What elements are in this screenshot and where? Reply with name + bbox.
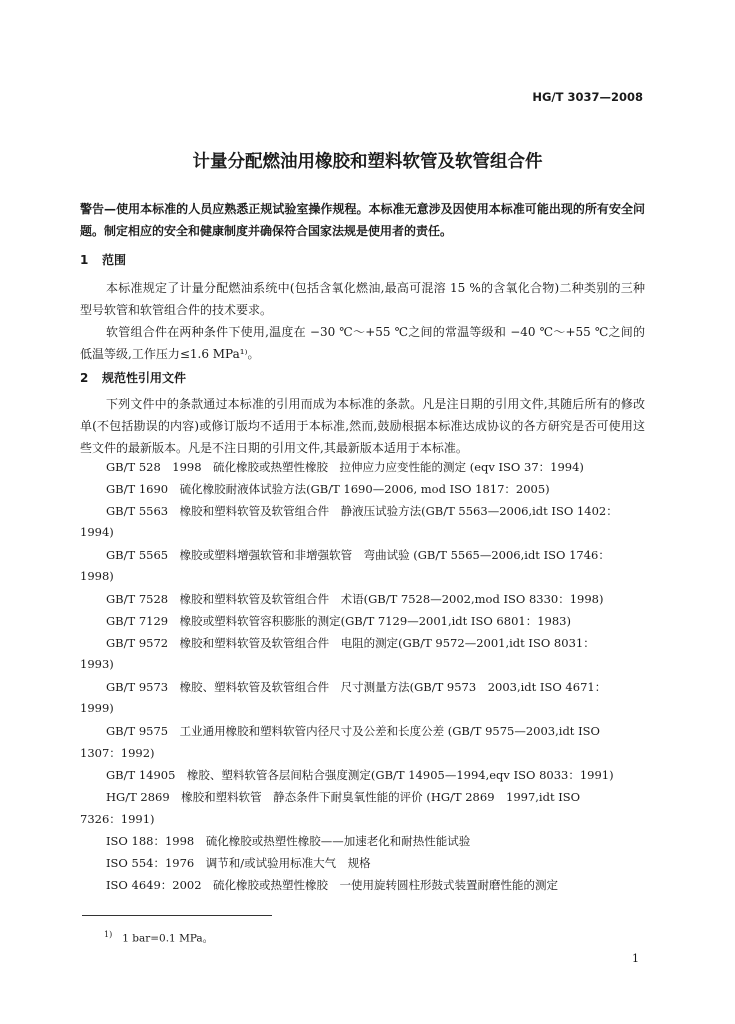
- reference-item: GB/T 5565 橡胶或塑料增强软管和非增强软管 弯曲试验 (GB/T 5565—2006,idt ISO 1746：: [106, 548, 610, 562]
- reference-item: GB/T 7129 橡胶或塑料软管容积膨胀的测定(GB/T 7129—2001,idt ISO 6801：1983): [106, 614, 571, 628]
- reference-item: GB/T 9575 工业通用橡胶和塑料软管内径尺寸及公差和长度公差 (GB/T 9575—2003,idt ISO: [106, 724, 600, 738]
- reference-item: HG/T 2869 橡胶和塑料软管 静态条件下耐臭氧性能的评价 (HG/T 2869 1997,idt ISO: [106, 790, 581, 804]
- reference-item: GB/T 9572 橡胶和塑料软管及软管组合件 电阻的测定(GB/T 9572—2001,idt ISO 8031：: [106, 636, 595, 650]
- scope-paragraph-2: 软管组合件在两种条件下使用,温度在 −30 ℃～+55 ℃之间的常温等级和 −40 ℃～+55 ℃之间的低温等级,工作压力≤1.6 MPa¹⁾。: [80, 325, 645, 361]
- reference-item-continuation: 1994): [80, 525, 114, 539]
- reference-item: GB/T 1690 硫化橡胶耐液体试验方法(GB/T 1690—2006, mod ISO 1817：2005): [106, 482, 550, 496]
- section-number: 1: [80, 253, 89, 267]
- page-number: 1: [632, 952, 639, 965]
- footnote: [104, 930, 213, 946]
- section-title: 规范性引用文件: [102, 371, 187, 385]
- reference-item: GB/T 7528 橡胶和塑料软管及软管组合件 术语(GB/T 7528—2002,mod ISO 8330：1998): [106, 592, 604, 606]
- section-title: 范围: [102, 253, 127, 267]
- reference-item: GB/T 14905 橡胶、塑料软管各层间粘合强度测定(GB/T 14905—1994,eqv ISO 8033：1991): [106, 768, 614, 782]
- reference-item-continuation: 1307：1992): [80, 746, 155, 760]
- scope-paragraph-1: 本标准规定了计量分配燃油系统中(包括含氧化燃油,最高可混溶 15 %的含氧化合物)二种类别的三种型号软管和软管组合件的技术要求。: [80, 281, 645, 317]
- reference-item-continuation: 1993): [80, 657, 114, 671]
- standard-code: HG/T 3037—2008: [532, 90, 643, 104]
- footnote-divider: [82, 915, 272, 916]
- reference-item-continuation: 1999): [80, 701, 114, 715]
- footnote-text: 1 bar=0.1 MPa。: [122, 932, 214, 945]
- reference-item: ISO 554：1976 调节和/或试验用标准大气 规格: [106, 856, 371, 870]
- reference-item: GB/T 9573 橡胶、塑料软管及软管组合件 尺寸测量方法(GB/T 9573 2003,idt ISO 4671：: [106, 680, 607, 694]
- reference-item: GB/T 528 1998 硫化橡胶或热塑性橡胶 拉伸应力应变性能的测定 (eqv ISO 37：1994): [106, 460, 584, 474]
- section-2-heading: [80, 369, 186, 386]
- references-intro: 下列文件中的条款通过本标准的引用而成为本标准的条款。凡是注日期的引用文件,其随后所有的修改单(不包括勘误的内容)或修订版均不适用于本标准,然而,鼓励根据本标准达成协议的各方研究是否可使用这些文件的最新版本。凡是不注日期的引用文件,其最新版本适用于本标准。: [80, 397, 645, 455]
- reference-item-continuation: 1998): [80, 569, 114, 583]
- page-title: 计量分配燃油用橡胶和塑料软管及软管组合件: [192, 152, 543, 172]
- section-number: 2: [80, 371, 89, 385]
- reference-item: ISO 4649：2002 硫化橡胶或热塑性橡胶 一使用旋转圆柱形鼓式装置耐磨性能的测定: [106, 878, 559, 892]
- reference-item: GB/T 5563 橡胶和塑料软管及软管组合件 静液压试验方法(GB/T 5563—2006,idt ISO 1402：: [106, 504, 618, 518]
- section-1-heading: [80, 251, 126, 268]
- warning-paragraph: 警告—使用本标准的人员应熟悉正规试验室操作规程。本标准无意涉及因使用本标准可能出现的所有安全问题。制定相应的安全和健康制度并确保符合国家法规是使用者的责任。: [80, 202, 645, 238]
- reference-item: ISO 188：1998 硫化橡胶或热塑性橡胶——加速老化和耐热性能试验: [106, 834, 471, 848]
- reference-item-continuation: 7326：1991): [80, 812, 155, 826]
- footnote-mark: 1): [104, 930, 113, 939]
